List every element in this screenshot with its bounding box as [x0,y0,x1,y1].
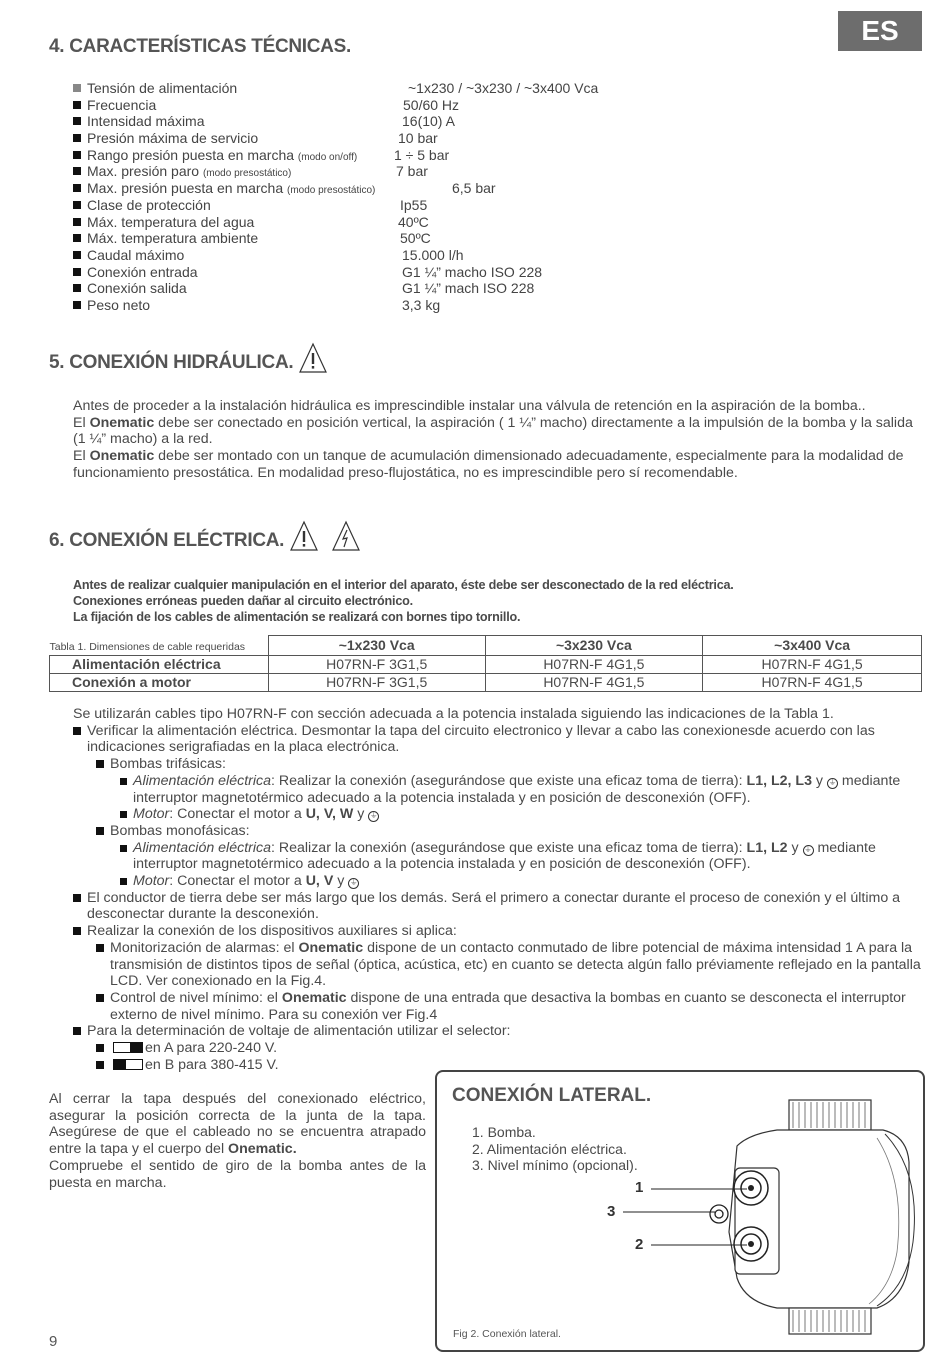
tri-motor-label: Motor [133,806,170,823]
list-item [73,773,923,806]
spec-value: 40ºC [398,213,429,230]
spec-label: Máx. temperatura del agua [87,213,255,230]
mono-alim-terms: L1, L2 [746,839,788,856]
electrical-warnings [73,577,933,625]
earth-text: El conductor de tierra debe ser más largo que los demás. Será el primero a conectar durante el proceso de conexión y el último a desconectar durante la desconexión. [87,889,901,923]
ground-icon: ⏚ [369,811,378,821]
spec-value: 3,3 kg [402,296,441,313]
list-item [73,923,923,940]
figure-caption: Fig 2. Conexión lateral. [453,1328,561,1340]
electric-hazard-icon [332,520,360,552]
level-post: dispone de una entrada que desactiva la bombas en cuanto se desconecta el interruptor externo de nivel mínimo. Para su conexión ver Fig.4 [110,989,906,1023]
p3-brand: Onematic [89,448,155,465]
table-caption: Tabla 1. Dimensiones de cable requeridas [49,640,246,653]
spec-label: Conexión entrada [87,263,198,280]
warning-2: Conexiones erróneas pueden dañar al circuito electrónico. [73,594,413,608]
section-5-title [49,342,327,374]
list-item [73,840,923,873]
spec-row [73,197,693,214]
ground-icon: ⏚ [828,777,837,787]
callout-2: 2 [635,1236,644,1253]
mono-alim-label: Alimentación eléctrica [133,839,271,856]
spec-row [73,180,693,197]
list-item [73,873,923,890]
and-y: y [811,772,827,789]
and-y: y [787,839,803,856]
tri-motor-text: : Conectar el motor a [169,806,306,823]
lateral-item: 2. Alimentación eléctrica. [472,1140,627,1157]
spec-note: (modo presostático) [202,168,292,180]
bullet-icon [73,301,81,309]
list-item [73,756,923,773]
spec-row [73,280,693,297]
lateral-item: 3. Nivel mínimo (opcional). [472,1157,638,1174]
spec-row [73,214,693,231]
hydraulic-p2 [73,415,923,448]
and-y: y [333,873,349,890]
callout-3: 3 [607,1203,616,1220]
list-item [73,890,923,923]
tri-alim-text: : Realizar la conexión (asegurándose que existe una eficaz toma de tierra): [271,772,747,789]
spec-row [73,264,693,281]
closing-brand: Onematic. [228,1141,297,1158]
tri-alim-terms: L1, L2, L3 [746,772,812,789]
mono-motor-text: : Conectar el motor a [169,873,306,890]
spec-value: 7 bar [396,163,428,180]
tri-alim-label: Alimentación eléctrica [133,772,271,789]
warning-icon [299,342,327,374]
aux-text: Realizar la conexión de los dispositivos auxiliares si aplica: [87,923,457,940]
p3-post: debe ser montado con un tanque de acumulación dimensionado adecuadamente, especialmente para la modalidad de funcionamiento presostática. En modalidad preso-flujostática, no es imprescindible pero sí recomendable. [73,448,904,481]
table-cell: H07RN-F 4G1,5 [703,655,922,673]
table-header: ~3x230 Vca [485,636,703,656]
closing-text [49,1091,426,1191]
spec-row [73,147,693,164]
bullet-icon [73,218,81,226]
spec-row [73,113,693,130]
bullet-icon [73,251,81,259]
selector-b-text: en B para 380-415 V. [145,1056,279,1073]
device-illustration [437,1072,923,1350]
spec-label: Clase de protección [87,196,211,213]
spec-label: Tensión de alimentación [87,80,238,96]
p2-post: debe ser conectado en posición vertical, la aspiración ( 1 ¼” macho) directamente a la impulsión de la bomba y la salida (1 ¼” macho) a la red. [73,414,913,448]
spec-label: Conexión salida [87,280,187,297]
spec-row [73,130,693,147]
spec-value: G1 ¼” macho ISO 228 [402,263,543,280]
spec-value: 50/60 Hz [403,96,460,113]
bullet-icon [73,84,81,92]
bullet-icon [73,117,81,125]
bullet-icon [73,134,81,142]
warning-icon [290,520,318,552]
mono-title: Bombas monofásicas: [110,822,250,839]
selector-b-icon [113,1059,143,1070]
spec-value: 50ºC [400,230,431,247]
language-badge: ES [838,11,922,51]
list-item [73,990,923,1023]
table-cell: H07RN-F 4G1,5 [485,673,703,691]
spec-row [73,80,693,97]
spec-value: 10 bar [398,130,438,147]
mono-motor-label: Motor [133,873,170,890]
table-cell: H07RN-F 3G1,5 [268,673,485,691]
callout-1: 1 [635,1179,644,1196]
selector-a-text: en A para 220-240 V. [145,1040,278,1057]
spec-value: Ip55 [400,196,428,213]
and-y: y [353,806,369,823]
table-header-row [50,636,922,656]
bullet-icon [73,101,81,109]
closing-p2: Compruebe el sentido de giro de la bomba antes de la puesta en marcha. [49,1157,426,1191]
table-row-label: Alimentación eléctrica [50,655,269,673]
level-pre: Control de nivel mínimo: el [110,989,282,1006]
instructions-intro: Se utilizarán cables tipo H07RN-F con sección adecuada a la potencia instalada siguiendo las indicaciones de la Tabla 1. [73,706,834,722]
table-row [50,655,922,673]
list-item [73,1040,923,1057]
mono-alim-text: : Realizar la conexión (asegurándose que existe una eficaz toma de tierra): [271,839,747,856]
lateral-title: CONEXIÓN LATERAL. [452,1085,652,1106]
lateral-connection-box [435,1070,925,1352]
table-header: ~1x230 Vca [268,636,485,656]
hydraulic-p1: Antes de proceder a la instalación hidráulica es imprescindible instalar una válvula de retención en la aspiración de la bomba.. [73,398,866,414]
hydraulic-text [73,398,923,482]
list-item [73,1023,923,1040]
lateral-item: 1. Bomba. [472,1124,536,1140]
table-cell: H07RN-F 4G1,5 [703,673,922,691]
spec-value: 16(10) A [402,113,455,130]
section-5-title-text: 5. CONEXIÓN HIDRÁULICA. [49,352,294,373]
spec-label: Max. presión puesta en marcha [87,180,284,197]
section-6-title [49,520,360,552]
section-4-title-text: 4. CARACTERÍSTICAS TÉCNICAS. [49,36,351,57]
page-number: 9 [49,1333,58,1350]
table-row-label: Conexión a motor [50,673,269,691]
spec-label: Frecuencia [87,96,157,113]
spec-label: Intensidad máxima [87,113,205,130]
spec-label: Presión máxima de servicio [87,130,259,147]
section-4-title [49,36,351,58]
mono-alim-rest: mediante interruptor magnetotérmico adecuado a la potencia instalada y en posición de desconexión (OFF). [133,839,876,873]
spec-value: 6,5 bar [452,180,496,197]
spec-row [73,163,693,180]
alarm-brand: Onematic [298,939,364,956]
spec-row [73,97,693,114]
tri-alim-rest: mediante interruptor magnetotérmico adecuado a la potencia instalada y en posición de desconexión (OFF). [133,772,901,806]
warning-3: La fijación de los cables de alimentación se realizará con bornes tipo tornillo. [73,610,521,624]
bullet-icon [73,151,81,159]
spec-row [73,247,693,264]
p2-pre: El [73,414,90,431]
closing-pre: Al cerrar la tapa después del conexionado eléctrico, asegurar la posición correcta de la junta de la tapa. Asegúrese de que el cableado no se encuentra atrapado entre la tapa y el cuerpo del [49,1091,426,1158]
spec-row [73,230,693,247]
level-brand: Onematic [281,989,347,1006]
warning-1: Antes de realizar cualquier manipulación en el interior del aparato, éste debe ser desconectado de la red eléctrica. [73,578,734,592]
bullet-icon [73,268,81,276]
spec-value: 1 ÷ 5 bar [394,146,450,163]
p2-brand: Onematic [89,414,155,431]
mono-motor-terms: U, V [305,873,334,890]
spec-label: Rango presión puesta en marcha [87,146,295,163]
tri-title: Bombas trifásicas: [110,756,226,773]
selector-a-icon [113,1042,143,1053]
spec-value: 15.000 l/h [402,246,464,263]
spec-value: G1 ¼” mach ISO 228 [402,280,535,297]
list-item [73,940,923,990]
closing-p1 [49,1091,426,1158]
spec-note: (modo on/off) [297,151,358,163]
spec-label: Caudal máximo [87,246,185,263]
section-6-title-text: 6. CONEXIÓN ELÉCTRICA. [49,530,285,551]
electrical-instructions [73,706,923,1073]
table-cell: H07RN-F 4G1,5 [485,655,703,673]
cable-table [49,635,922,692]
spec-label: Max. presión paro [87,163,200,180]
p3-pre: El [73,448,90,465]
tri-motor-terms: U, V, W [305,806,354,823]
bullet-icon [73,284,81,292]
spec-label: Peso neto [87,296,151,313]
ground-icon: ⏚ [804,844,813,854]
bullet-icon [73,184,81,192]
table-header: ~3x400 Vca [703,636,922,656]
alarm-post: dispone de un contacto conmutado de libre potencial de máxima intensidad 1 A para la transmisión de distintos tipos de señal (óptica, acústica, etc) en cuanto se detecta algún fallo préviamente reflejado en la pantalla LCD. Ver conexionado en la Fig.4. [110,939,921,990]
alarm-pre: Monitorización de alarmas: el [110,939,299,956]
table-cell: H07RN-F 3G1,5 [268,655,485,673]
spec-row [73,297,693,314]
hydraulic-p3 [73,448,923,481]
spec-label: Máx. temperatura ambiente [87,230,259,247]
verify-text: Verificar la alimentación eléctrica. Desmontar la tapa del circuito electronico y llevar a cabo las conexionesde acuerdo con las indicaciones serigrafiadas en la placa electrónica. [87,722,875,756]
bullet-icon [73,167,81,175]
list-item [73,806,923,823]
ground-icon: ⏚ [349,878,358,888]
list-item [73,723,923,756]
spec-note: (modo presostático) [287,185,376,197]
table-row [50,673,922,691]
spec-list [73,80,693,314]
spec-value: ~1x230 / ~3x230 / ~3x400 Vca [408,80,599,96]
bullet-icon [73,201,81,209]
list-item [73,823,923,840]
voltage-text: Para la determinación de voltaje de alimentación utilizar el selector: [87,1023,511,1040]
bullet-icon [73,234,81,242]
